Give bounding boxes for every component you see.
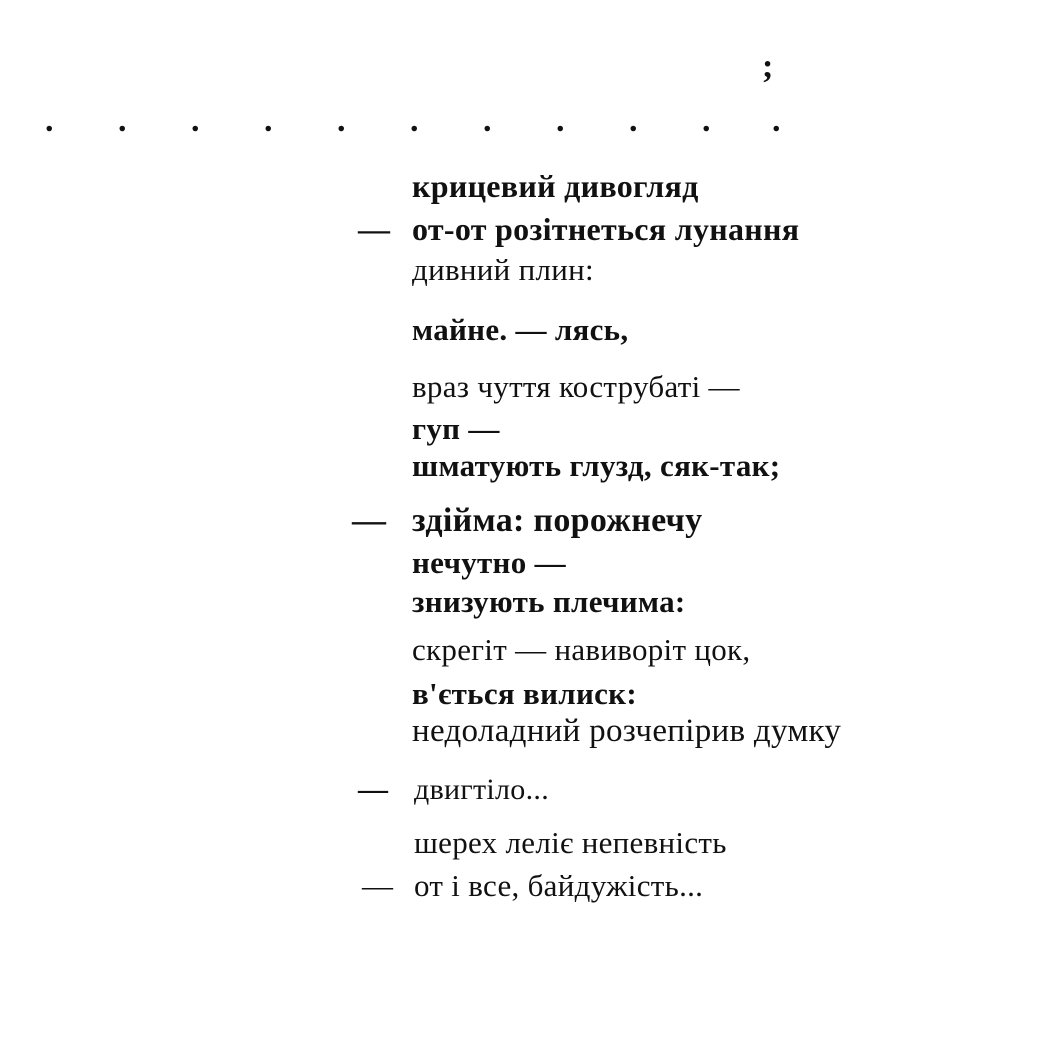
- dot-separator-row: [45, 104, 785, 144]
- separator-dot: .: [556, 102, 565, 139]
- poem-line: враз чуття кострубаті —: [412, 369, 740, 404]
- line-dash: —: [358, 773, 388, 806]
- line-dash: —: [358, 211, 390, 247]
- poem-line: дивний плин:: [412, 252, 594, 287]
- poem-line: нечутно —: [412, 545, 566, 580]
- separator-dot: .: [772, 102, 781, 139]
- separator-dot: .: [118, 102, 127, 139]
- separator-dot: .: [337, 102, 346, 139]
- line-dash: —: [362, 868, 393, 903]
- poem-line: майне. — лясь,: [412, 312, 629, 347]
- poem-line: от-от розітнеться лунання: [412, 211, 800, 247]
- poem-line: недоладний розчепірив думку: [412, 713, 842, 749]
- separator-dot: .: [410, 102, 419, 139]
- separator-dot: .: [629, 102, 638, 139]
- top-semicolon: ;: [762, 48, 774, 85]
- poem-line: шматують глузд, сяк-так;: [412, 448, 781, 483]
- poem-line: здійма: порожнечу: [412, 502, 703, 539]
- poem-line: от і все, байдужість...: [414, 868, 704, 903]
- poem-line: шерех леліє непевність: [414, 825, 727, 860]
- separator-dot: .: [264, 102, 273, 139]
- separator-dot: .: [191, 102, 200, 139]
- poem-line: знизують плечима:: [412, 584, 686, 619]
- separator-dot: .: [45, 102, 54, 139]
- separator-dot: .: [483, 102, 492, 139]
- poem-line: в'ється вилиск:: [412, 676, 637, 711]
- poem-line: гуп —: [412, 411, 500, 446]
- separator-dot: .: [702, 102, 711, 139]
- poem-line: крицевий дивогляд: [412, 168, 699, 204]
- line-dash: —: [352, 502, 386, 539]
- poem-line: скрегіт — навиворіт цок,: [412, 632, 751, 667]
- poem-line: двигтіло...: [414, 773, 550, 806]
